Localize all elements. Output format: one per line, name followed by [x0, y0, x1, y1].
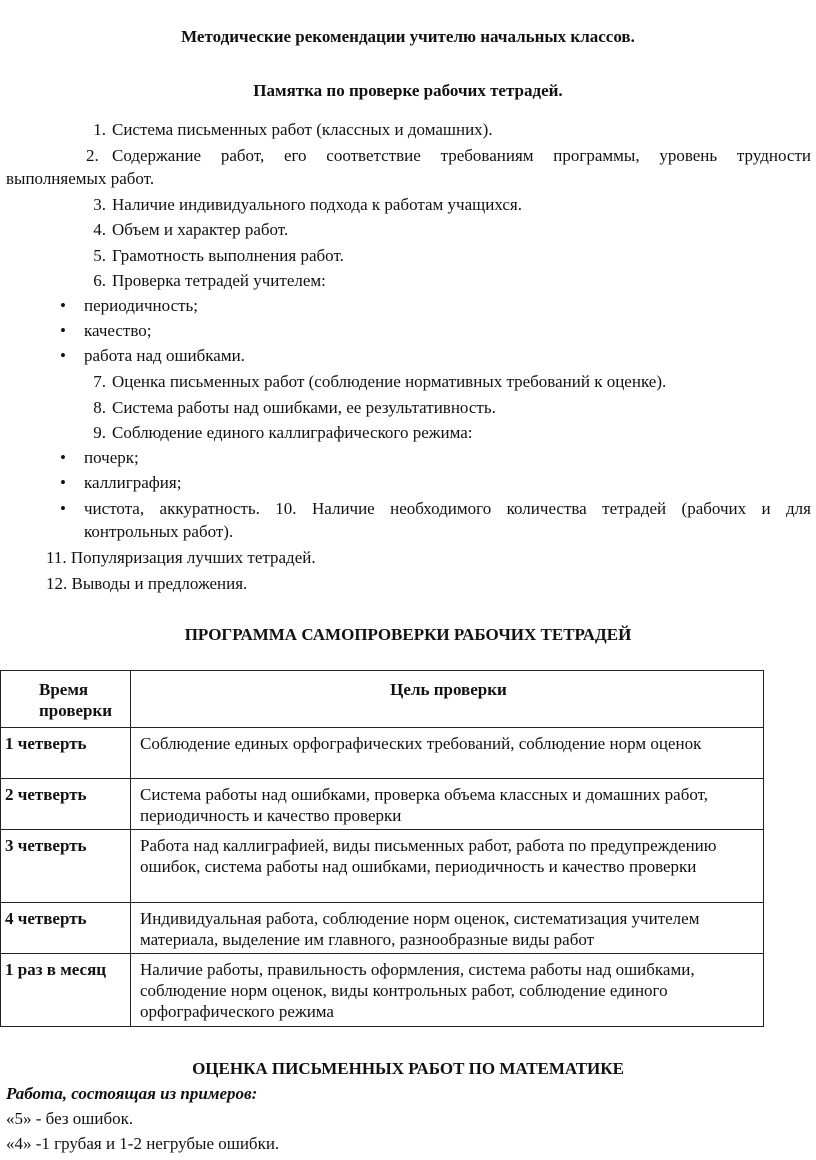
table-row — [1, 728, 764, 779]
list-item-continuation: выполняемых работ. — [6, 169, 155, 188]
table-header-cell: Время проверки — [1, 671, 131, 728]
period-cell: 2 четверть — [1, 779, 131, 830]
grade-line: «5» - без ошибок. — [6, 1109, 134, 1128]
subheading: Работа, состоящая из примеров: — [6, 1084, 258, 1103]
memo-title: Памятка по проверке рабочих тетрадей. — [253, 81, 563, 100]
self-check-table — [0, 670, 764, 1027]
goal-cell: Соблюдение единых орфографических требований, соблюдение норм оценок — [131, 728, 764, 779]
bullet-item: каллиграфия; — [84, 473, 182, 492]
period-cell: 1 четверть — [1, 728, 131, 779]
goal-cell: Система работы над ошибками, проверка объема классных и домашних работ, периодичность и качество проверки — [131, 779, 764, 830]
goal-cell: Наличие работы, правильность оформления, система работы над ошибками, соблюдение норм оценок, виды контрольных работ, соблюдение единого орфографического режима — [131, 954, 764, 1027]
bullet-icon: • — [60, 321, 66, 340]
document-title: Методические рекомендации учителю начальных классов. — [181, 27, 635, 46]
bullet-item-continuation: контрольных работ). — [84, 522, 234, 541]
table-row — [1, 903, 764, 954]
table-header-row — [1, 671, 764, 728]
list-item: 2. Содержание работ, его соответствие требованиям программы, уровень трудности — [86, 146, 811, 165]
list-item: 3. Наличие индивидуального подхода к работам учащихся. — [93, 195, 522, 214]
bullet-icon: • — [60, 296, 66, 315]
bullet-icon: • — [60, 448, 66, 467]
list-item: 8. Система работы над ошибками, ее результативность. — [93, 398, 496, 417]
list-item: 1. Система письменных работ (классных и домашних). — [93, 120, 493, 139]
goal-cell: Работа над каллиграфией, виды письменных работ, работа по предупреждению ошибок, система работы над ошибками, периодичность и качество проверки — [131, 830, 764, 903]
bullet-item: чистота, аккуратность. 10. Наличие необходимого количества тетрадей (рабочих и для — [84, 499, 811, 518]
bullet-icon: • — [60, 473, 66, 492]
grade-line: «4» -1 грубая и 1-2 негрубые ошибки. — [6, 1134, 280, 1153]
list-item: 11. Популяризация лучших тетрадей. — [46, 548, 316, 567]
bullet-item: качество; — [84, 321, 152, 340]
period-cell: 4 четверть — [1, 903, 131, 954]
list-item: 12. Выводы и предложения. — [46, 574, 248, 593]
period-cell: 1 раз в месяц — [1, 954, 131, 1027]
bullet-item: работа над ошибками. — [84, 346, 245, 365]
list-item: 6. Проверка тетрадей учителем: — [93, 271, 326, 290]
section-heading: ПРОГРАММА САМОПРОВЕРКИ РАБОЧИХ ТЕТРАДЕЙ — [184, 625, 632, 644]
section-heading: ОЦЕНКА ПИСЬМЕННЫХ РАБОТ ПО МАТЕМАТИКЕ — [192, 1059, 624, 1078]
bullet-item: периодичность; — [84, 296, 199, 315]
goal-cell: Индивидуальная работа, соблюдение норм оценок, систематизация учителем материала, выделение им главного, разнообразные виды работ — [131, 903, 764, 954]
table-row — [1, 779, 764, 830]
bullet-icon: • — [60, 346, 66, 365]
table-header-cell: Цель проверки — [131, 671, 764, 728]
table-row — [1, 830, 764, 903]
list-item: 5. Грамотность выполнения работ. — [93, 246, 344, 265]
list-item: 4. Объем и характер работ. — [93, 220, 289, 239]
table-row — [1, 954, 764, 1027]
list-item: 9. Соблюдение единого каллиграфического режима: — [93, 423, 473, 442]
period-cell: 3 четверть — [1, 830, 131, 903]
list-item: 7. Оценка письменных работ (соблюдение нормативных требований к оценке). — [93, 372, 667, 391]
bullet-item: почерк; — [84, 448, 139, 467]
bullet-icon: • — [60, 499, 66, 518]
